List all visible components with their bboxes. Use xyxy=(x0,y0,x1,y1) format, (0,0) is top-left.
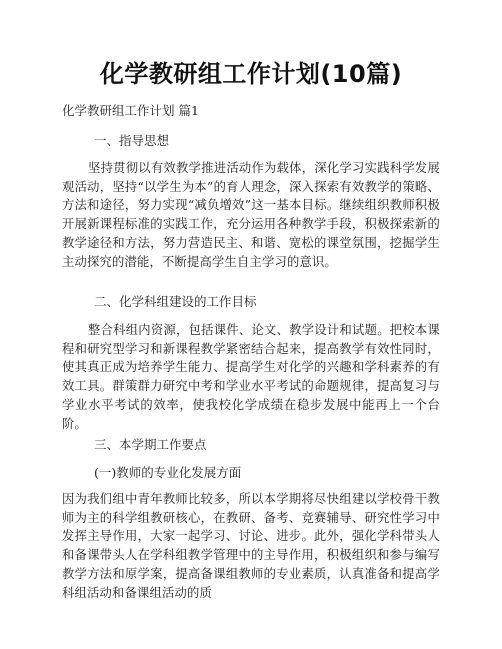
section-paragraph-2: 整合科组内资源，包括课件、论文、教学设计和试题。把校本课程和研究型学习和新课程教学紧密结合起来，提高教学有效性同时，使其真正成为培养学生能力、提高学生对化学的兴趣和学科素养的有效工具。群策群力研究中考和学业水平考试的命题规律，提高复习与学业水平考试的效率，使我校化学成绩在稳步发展中能再上一个台阶。 xyxy=(62,323,440,431)
section-heading-3: 三、本学期工作要点 xyxy=(94,437,207,452)
subsection-paragraph-1: 因为我们组中青年教师比较多，所以本学期将尽快组建以学校骨干教师为主的科学组教研核心，在教研、备考、竞赛辅导、研究性学习中发挥主导作用，大家一起学习、讨论、进步。此外，强化学科带头人和备课带头人在学科组教学管理中的主导作用，积极组织和参与编写教学方法和原学案，提高备课组教师的专业素质，认真准备和提高学科组活动和备课组活动的质 xyxy=(62,492,440,600)
subsection-heading-1: (一)教师的专业化发展方面 xyxy=(94,465,242,480)
section-heading-1: 一、指导思想 xyxy=(94,133,170,148)
document-title: 化学教研组工作计划(10篇) xyxy=(99,60,403,88)
section-paragraph-1: 坚持贯彻以有效教学推进活动作为载体，深化学习实践科学发展观活动，坚持“以学生为本”的育人理念，深入探索有效教学的策略、方法和途径，努力实现“减负增效”这一基本目标。继续组织教师积极开展新课程标准的实践工作，充分运用各种教学手段，积极探索新的教学途径和方法，努力营造民主、和谐、宽松的课堂氛围，挖掘学生主动探究的潜能，不断提高学生自主学习的意识。 xyxy=(62,161,440,269)
document-subtitle: 化学教研组工作计划 篇1 xyxy=(62,103,199,118)
section-heading-2: 二、化学科组建设的工作目标 xyxy=(94,294,257,309)
